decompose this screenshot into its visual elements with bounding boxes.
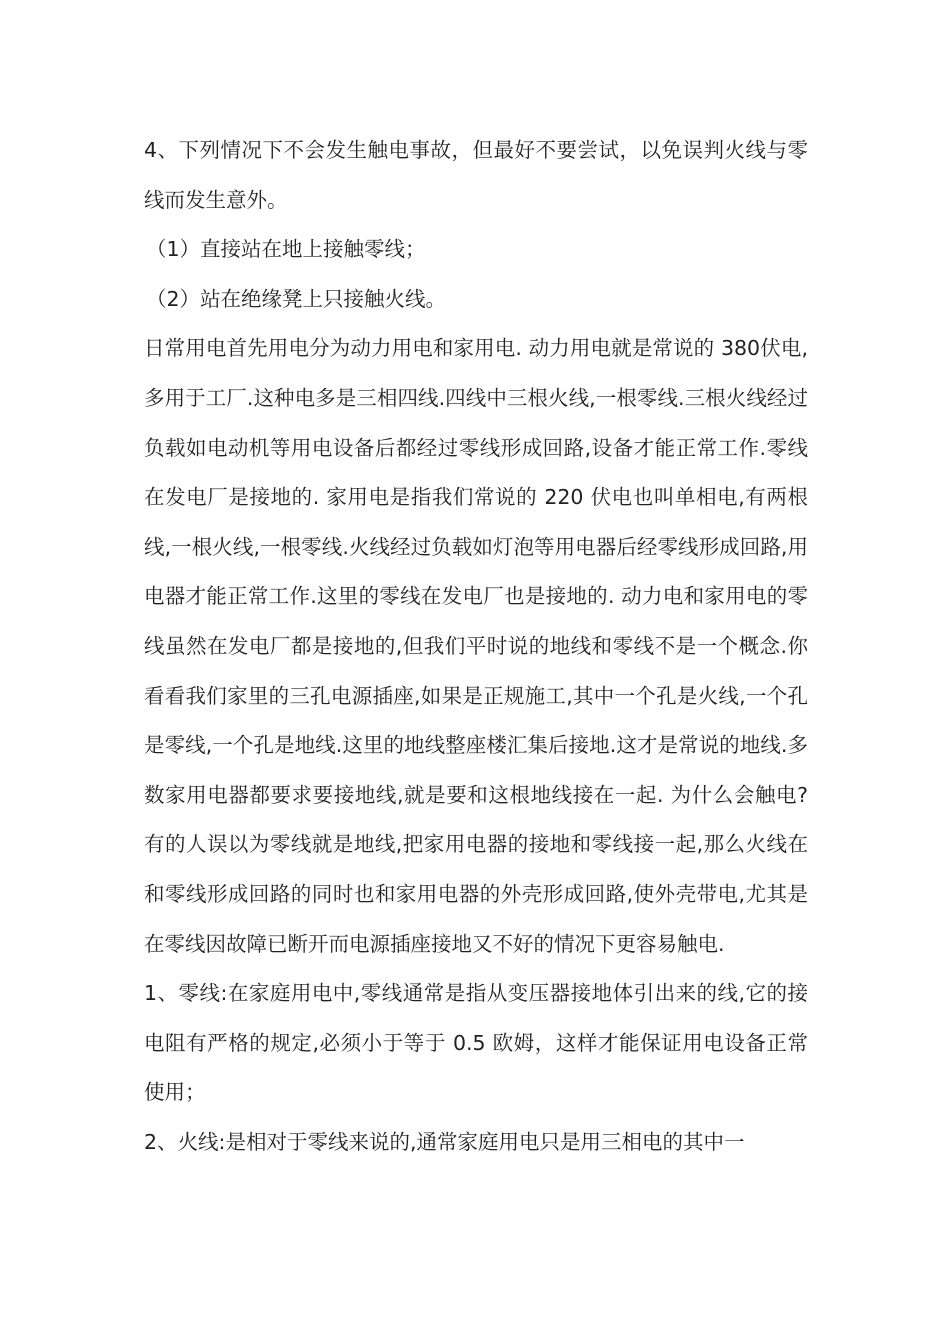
paragraph-case-1: （1）直接站在地上接触零线； [146,237,426,262]
paragraph-main-explanation: 日常用电首先用电分为动力用电和家用电. 动力用电就是常说的 380伏电,多用于工厂.这种电多是三相四线.四线中三根火线,一根零线.三根火线经过负载如电动机等用电设备后都经过零线形成回路,设备才能正常工作.零线在发电厂是接地的. 家用电是指我们常说的 220 伏电也叫单相电,有两根线,一根火线,一根零线.火线经过负载如灯泡等用电器后经零线形成回路,用电器才能正常工作.这里的零线在发电厂也是接地的. 动力电和家用电的零线虽然在发电厂都是接地的,但我们平时说的地线和零线不是一个概念.你看看我们家里的三孔电源插座,如果是正规施工,其中一个孔是火线,一个孔是零线,一个孔是地线.这里的地线整座楼汇集后接地.这才是常说的地线.多数家用电器都要求要接地线,就是要和这根地线接在一起. 为什么会触电? 有的人误以为零线就是地线,把家用电器的接地和零线接一起,那么火线在和零线形成回路的同时也和家用电器的外壳形成回路,使外壳带电,尤其是在零线因故障已断开而电源插座接地又不好的情况下更容易触电. [144,336,808,956]
paragraph-warning: 4、下列情况下不会发生触电事故，但最好不要尝试，以免误判火线与零线而发生意外。 [144,138,808,212]
document-body [144,126,808,1167]
paragraph-live-wire: 2、火线:是相对于零线来说的,通常家庭用电只是用三相电的其中一 [144,1129,745,1154]
paragraph-neutral-wire: 1、零线:在家庭用电中,零线通常是指从变压器接地体引出来的线,它的接电阻有严格的规定,必须小于等于 0.5 欧姆，这样才能保证用电设备正常使用； [144,981,808,1105]
paragraph-case-2: （2）站在绝缘凳上只接触火线。 [146,286,447,311]
